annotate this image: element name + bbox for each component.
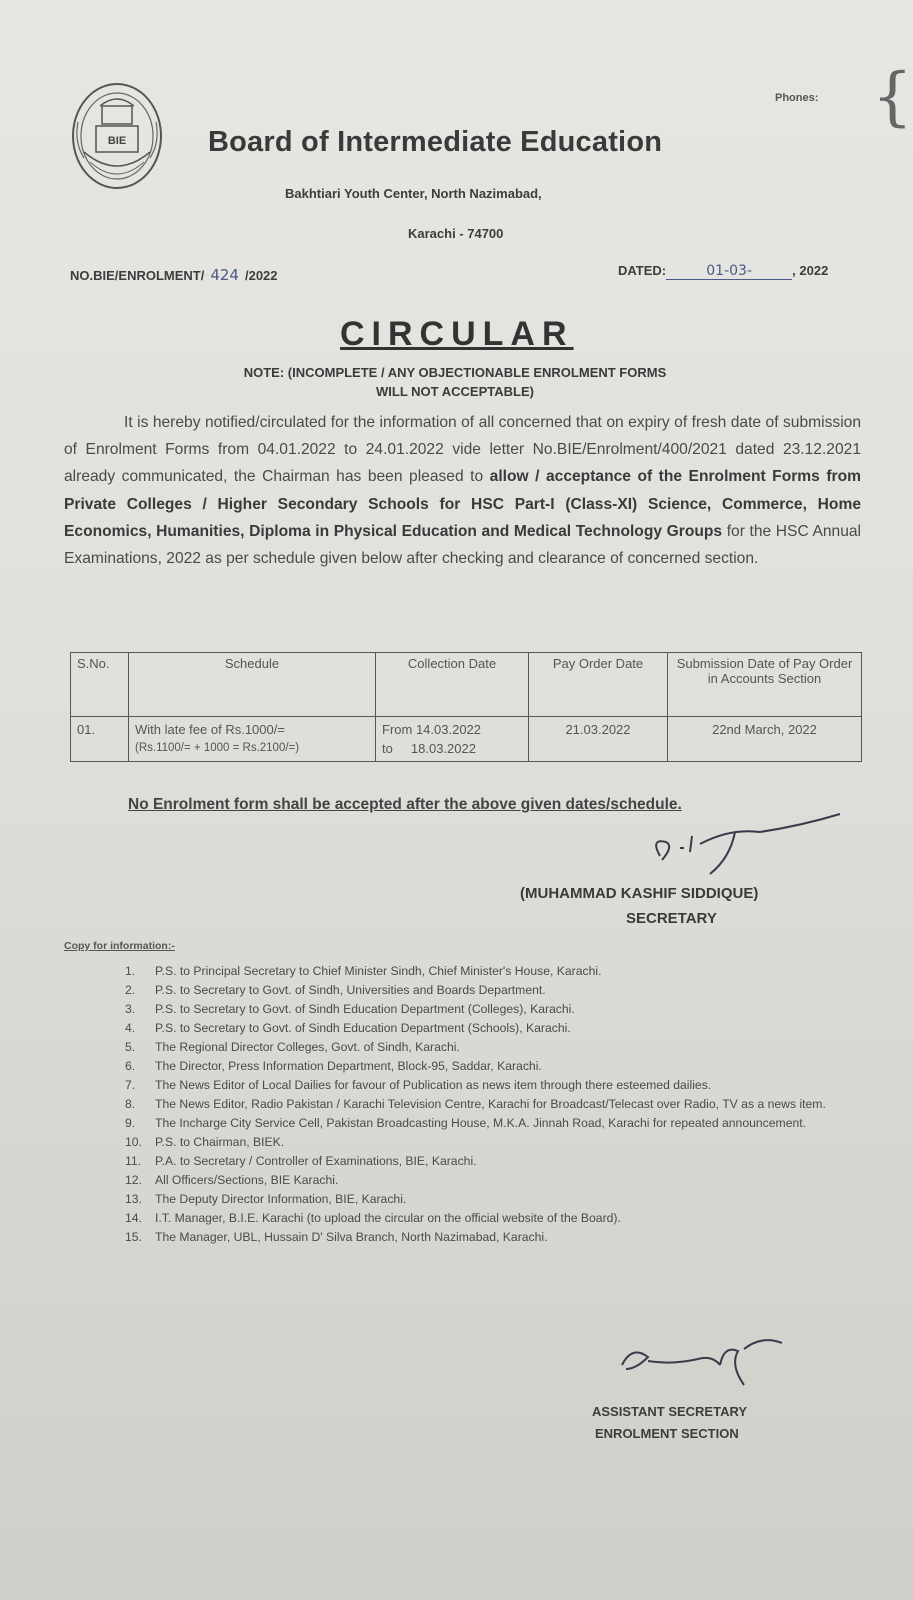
- ref-handwritten-number: 424: [210, 266, 239, 284]
- circular-body: [64, 409, 861, 572]
- reference-number: [70, 266, 278, 284]
- dated-label: DATED:: [618, 263, 667, 278]
- schedule-line-1: With late fee of Rs.1000/=: [135, 722, 285, 737]
- body-part-2: for the HSC Annual Examinations, 2022 as per schedule given below after checking and clearance of concerned section.: [64, 522, 862, 568]
- cell-submission-date: 22nd March, 2022: [668, 717, 862, 762]
- circular-title: CIRCULAR: [340, 315, 574, 353]
- list-item: 8. The News Editor, Radio Pakistan / Karachi Television Centre, Karachi for Broadcast/Telecast over Radio, TV as a news item.: [125, 1097, 826, 1111]
- dated-handwritten: 01-03-: [666, 263, 792, 280]
- no-enrolment-notice: No Enrolment form shall be accepted after the above given dates/schedule.: [128, 796, 682, 813]
- body-part-1: It is hereby notified/circulated for the information of all concerned that on expiry of fresh date of submission of Enrolment Forms from 04.01.2022 to 24.01.2022 vide letter No.BIE/Enrolment/400/2021 dated 23.12.2021 already communicated, the Chairman has been pleased to: [64, 414, 861, 486]
- table-header: Pay Order Date: [529, 653, 668, 717]
- list-item: 3. P.S. to Secretary to Govt. of Sindh Education Department (Colleges), Karachi.: [125, 1002, 575, 1016]
- secretary-name: (MUHAMMAD KASHIF SIDDIQUE): [520, 885, 759, 902]
- cell-pay-order-date: 21.03.2022: [529, 717, 668, 762]
- copy-heading: Copy for information:-: [64, 940, 175, 952]
- assistant-title-line-1: ASSISTANT SECRETARY: [592, 1404, 748, 1419]
- table-header-row: [71, 653, 862, 717]
- cell-collection-date: [376, 717, 529, 762]
- ref-suffix: /2022: [244, 268, 278, 283]
- ref-prefix: NO.BIE/ENROLMENT/: [70, 268, 205, 283]
- address-line-2: Karachi - 74700: [408, 226, 504, 241]
- list-item: 14. I.T. Manager, B.I.E. Karachi (to upload the circular on the official website of the Board).: [125, 1211, 621, 1225]
- table-row: [71, 717, 862, 762]
- body-bold: allow / acceptance of the Enrolment Forms from Private Colleges / Higher Secondary Schools for HSC Part-I (Class-XI) Science, Commerce, Home Economics, Humanities, Diploma in Physical Education and Medical Technology Groups: [64, 468, 861, 540]
- collection-line-1: From 14.03.2022: [382, 722, 482, 737]
- cell-schedule: [129, 717, 376, 762]
- list-item: 4. P.S. to Secretary to Govt. of Sindh Education Department (Schools), Karachi.: [125, 1021, 571, 1035]
- schedule-line-2: (Rs.1100/= + 1000 = Rs.2100/=): [135, 742, 300, 754]
- table-header: Schedule: [129, 653, 376, 717]
- board-logo: [70, 82, 164, 194]
- phones-brace: {: [872, 60, 913, 134]
- phones-label: Phones:: [775, 92, 819, 104]
- list-item: 15. The Manager, UBL, Hussain D' Silva Branch, North Nazimabad, Karachi.: [125, 1230, 548, 1244]
- copy-list: [125, 962, 873, 1247]
- dated-year: 2022: [799, 263, 829, 278]
- note-line-1: NOTE: (INCOMPLETE / ANY OBJECTIONABLE ENROLMENT FORMS: [243, 365, 667, 380]
- assistant-secretary-signature: [612, 1335, 792, 1395]
- note-line-2: WILL NOT ACCEPTABLE): [376, 384, 534, 399]
- list-item: 5. The Regional Director Colleges, Govt. of Sindh, Karachi.: [125, 1040, 460, 1054]
- list-item: 12. All Officers/Sections, BIE Karachi.: [125, 1173, 339, 1187]
- assistant-title-line-2: ENROLMENT SECTION: [595, 1426, 739, 1441]
- logo-text: BIE: [107, 135, 127, 147]
- secretary-title: SECRETARY: [626, 910, 717, 927]
- organization-name: Board of Intermediate Education: [208, 126, 663, 158]
- secretary-signature: [640, 818, 840, 878]
- list-item: 2. P.S. to Secretary to Govt. of Sindh, Universities and Boards Department.: [125, 983, 546, 997]
- collection-line-2: to 18.03.2022: [382, 741, 476, 756]
- table-header: Submission Date of Pay Order in Accounts Section: [668, 653, 862, 717]
- list-item: 11. P.A. to Secretary / Controller of Examinations, BIE, Karachi.: [125, 1154, 477, 1168]
- circular-note: [165, 363, 745, 401]
- table-header: Collection Date: [376, 653, 529, 717]
- list-item: 1. P.S. to Principal Secretary to Chief Minister Sindh, Chief Minister's House, Karachi.: [125, 964, 602, 978]
- schedule-table: [70, 652, 862, 762]
- list-item: 9. The Incharge City Service Cell, Pakistan Broadcasting House, M.K.A. Jinnah Road, Karachi for repeated announcement.: [125, 1116, 807, 1130]
- cell-sno: 01.: [71, 717, 129, 762]
- list-item: 6. The Director, Press Information Department, Block-95, Saddar, Karachi.: [125, 1059, 542, 1073]
- list-item: 13. The Deputy Director Information, BIE, Karachi.: [125, 1192, 407, 1206]
- address-line-1: Bakhtiari Youth Center, North Nazimabad,: [285, 186, 542, 201]
- table-header: S.No.: [71, 653, 129, 717]
- list-item: 7. The News Editor of Local Dailies for favour of Publication as news item through there esteemed dailies.: [125, 1078, 712, 1092]
- date-field: DATED: 01-03- , 2022: [618, 263, 829, 279]
- list-item: 10. P.S. to Chairman, BIEK.: [125, 1135, 285, 1149]
